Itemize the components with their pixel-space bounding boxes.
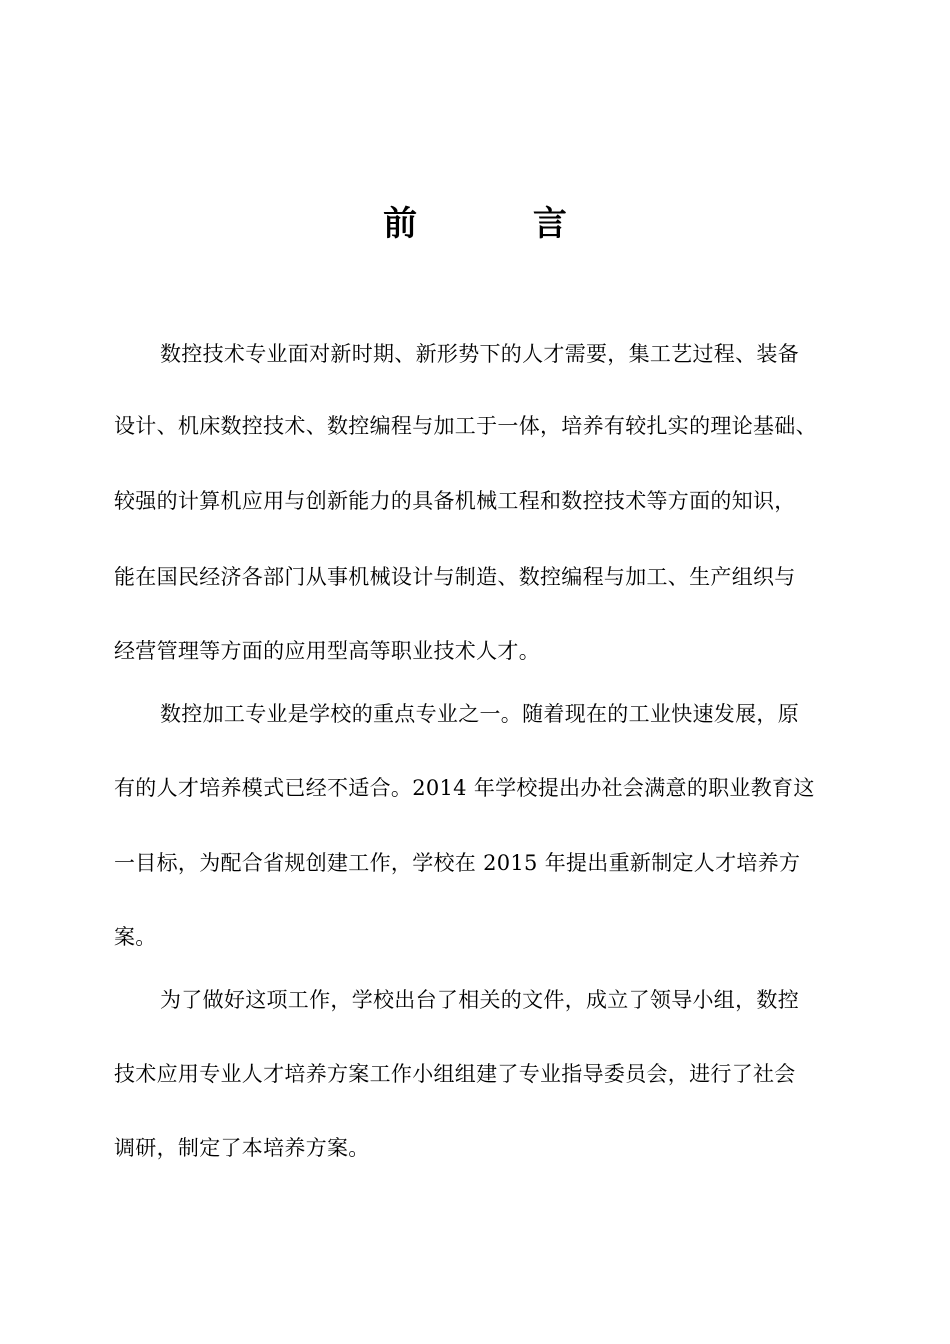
paragraph-2-line-1: 数控加工专业是学校的重点专业之一。随着现在的工业快速发展，原 <box>160 702 799 726</box>
paragraph-2-line-2: 有的人才培养模式已经不适合。2014 年学校提出办社会满意的职业教育这 <box>114 776 815 800</box>
page-title: 前 言 <box>383 204 619 244</box>
paragraph-1-line-5: 经营管理等方面的应用型高等职业技术人才。 <box>114 639 540 663</box>
paragraph-2-line-3: 一目标，为配合省规创建工作，学校在 2015 年提出重新制定人才培养方 <box>114 851 801 875</box>
paragraph-1-line-3: 较强的计算机应用与创新能力的具备机械工程和数控技术等方面的知识， <box>114 489 796 513</box>
paragraph-3-line-3: 调研，制定了本培养方案。 <box>114 1136 370 1160</box>
paragraph-2-line-4: 案。 <box>114 925 157 949</box>
paragraph-3-line-2: 技术应用专业人才培养方案工作小组组建了专业指导委员会，进行了社会 <box>114 1062 796 1086</box>
paragraph-1-line-1: 数控技术专业面对新时期、新形势下的人才需要，集工艺过程、装备 <box>160 342 799 366</box>
paragraph-3-line-1: 为了做好这项工作，学校出台了相关的文件，成立了领导小组，数控 <box>160 988 799 1012</box>
paragraph-1-line-4: 能在国民经济各部门从事机械设计与制造、数控编程与加工、生产组织与 <box>114 565 796 589</box>
paragraph-1-line-2: 设计、机床数控技术、数控编程与加工于一体，培养有较扎实的理论基础、 <box>114 414 817 438</box>
